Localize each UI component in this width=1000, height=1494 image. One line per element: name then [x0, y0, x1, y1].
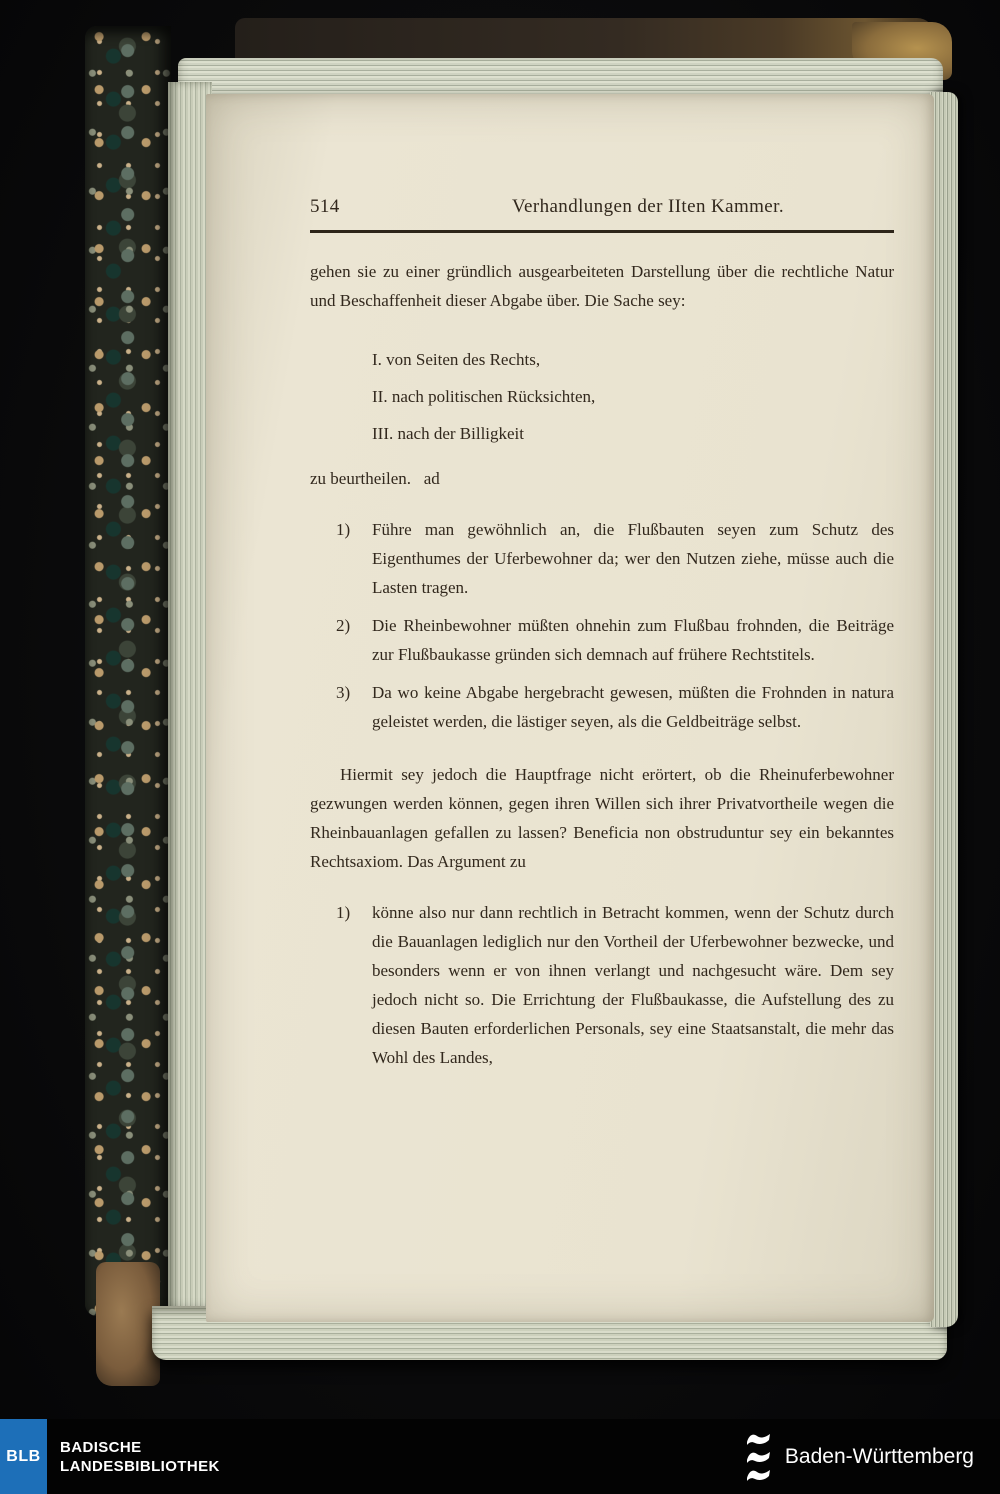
list-item — [336, 678, 894, 736]
list-item — [336, 898, 894, 1072]
numbered-list — [336, 515, 894, 736]
list-item — [336, 515, 894, 602]
footer-right — [745, 1430, 1000, 1484]
item-text: könne also nur dann rechtlich in Betracht kommen, wenn der Schutz durch die Bauanlagen lediglich nur den Vortheil der Uferbewohner bezwecke, und besonders wenn er von ihnen verlangt und nachgesucht wäre. Dem sey jedoch nicht so. Die Errichtung der Flußbaukasse, die Aufstellung des zu diesen Bauten erforderlichen Personals, sey eine Staatsanstalt, die mehr das Wohl des Landes, — [372, 903, 894, 1067]
worn-leather-corner — [96, 1262, 160, 1386]
list-item — [336, 611, 894, 669]
library-name-line2: LANDESBIBLIOTHEK — [60, 1457, 220, 1475]
blb-logo: BLB — [0, 1419, 47, 1494]
paragraph: Hiermit sey jedoch die Hauptfrage nicht erörtert, ob die Rheinuferbewohner gezwungen werden können, gegen ihren Willen sich ihrer Privatvortheile wegen die Rheinbauanlagen gefallen zu lassen? Beneficia non obstruduntur sey ein bekanntes Rechtsaxiom. Das Argument zu — [310, 765, 894, 871]
page-content — [206, 94, 934, 1322]
item-text: Da wo keine Abgabe hergebracht gewesen, müßten die Frohnden in natura geleistet werden, die lästiger seyen, als die Geldbeiträge selbst. — [372, 683, 894, 731]
region-label: Baden-Württemberg — [784, 1444, 974, 1468]
baden-wuerttemberg-lions-icon — [745, 1430, 772, 1484]
list-item: II. nach politischen Rücksichten, — [372, 387, 596, 406]
list-item: III. nach der Billigkeit — [372, 424, 525, 443]
list-closing-line: zu beurtheilen. ad — [310, 469, 440, 488]
library-footer-bar — [0, 1419, 1000, 1494]
page-stack-right-edge — [930, 92, 958, 1327]
item-text: Führe man gewöhnlich an, die Flußbauten seyen zum Schutz des Eigenthumes der Uferbewohner da; wer den Nutzen ziehe, müsse auch die Lasten tragen. — [372, 520, 894, 597]
list-item: I. von Seiten des Rechts, — [372, 350, 541, 369]
running-header — [310, 192, 894, 221]
item-text: Die Rheinbewohner müßten ohnehin zum Flußbau frohnden, die Beiträge zur Flußbaukasse gründen sich demnach auf frühere Rechtstitels. — [372, 616, 894, 664]
book-page — [206, 94, 934, 1322]
item-number: 3) — [336, 683, 351, 702]
page-number: 514 — [310, 196, 340, 217]
marbled-cover-edge — [85, 26, 171, 1316]
numbered-list — [336, 898, 894, 1072]
library-name-line1: BADISCHE — [60, 1438, 142, 1456]
item-number: 1) — [336, 520, 351, 539]
item-number: 2) — [336, 616, 351, 635]
library-name — [60, 1438, 220, 1476]
item-number: 1) — [336, 903, 351, 922]
paragraph: gehen sie zu einer gründlich ausgearbeiteten Darstellung über die rechtliche Natur und Beschaffenheit dieser Abgabe über. Die Sache sey: — [310, 262, 894, 310]
roman-numeral-list — [372, 341, 894, 452]
running-title: Verhandlungen der IIten Kammer. — [512, 196, 784, 217]
header-rule — [310, 230, 894, 233]
